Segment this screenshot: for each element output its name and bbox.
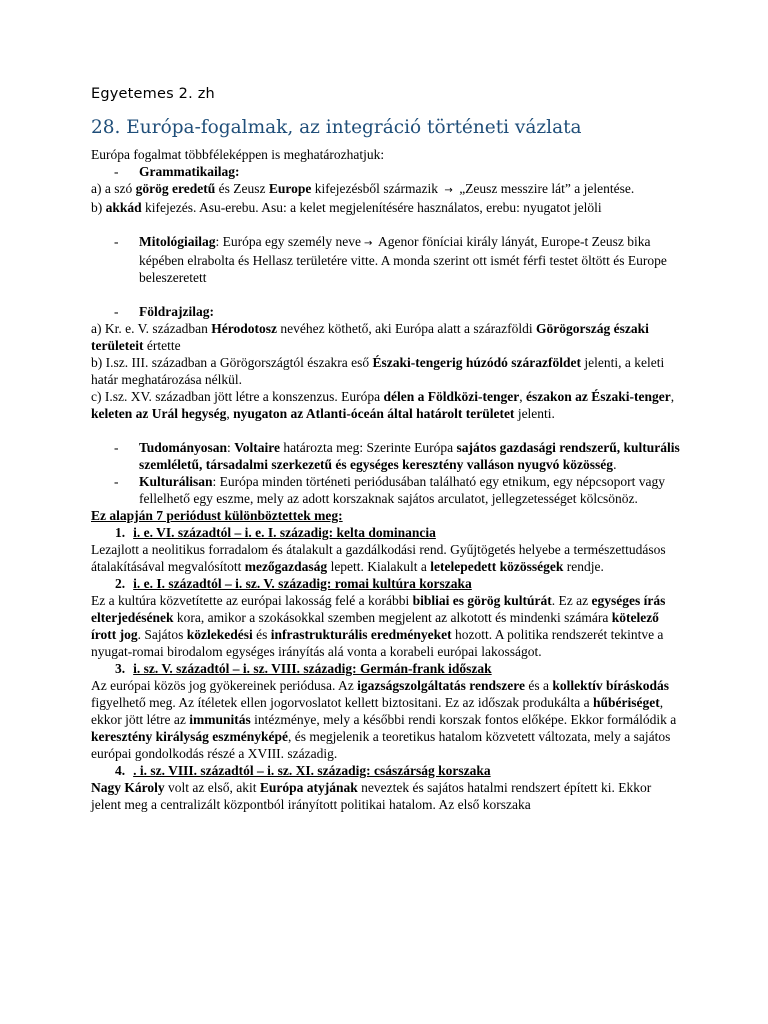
spacer <box>91 286 681 303</box>
grammar-item-b: b) akkád kifejezés. Asu-erebu. Asu: a kelet megjelenítésére használatos, erebu: nyugatot jelöli <box>91 200 602 215</box>
spacer <box>91 216 681 233</box>
period-4-text: Nagy Károly volt az első, akit Európa atyjának neveztek és sajátos hatalmi rendszert épített ki. Ekkor jelent meg a centralizált központból irányított politikai hatalom. Az első korszaka <box>91 780 652 812</box>
grammar-item-a: a) a szó görög eredetű és Zeusz Europe kifejezésből származik → „Zeusz messzire lát” a jelentése. <box>91 181 635 196</box>
bullet-dash: - <box>114 164 119 179</box>
bullet-dash: - <box>114 234 119 249</box>
arrow-right-icon: → <box>363 238 373 249</box>
mythology-item: - Mitológiailag: Európa egy személy neve → Agenor föníciai király lányát, Europe-t Zeusz bika képében elrabolta és Hellasz területére vitte. A monda szerint ott ismét férfi testet öltött és Europe beleszeretett <box>114 234 667 285</box>
grammar-heading <box>91 163 681 180</box>
cultural-item: - Kulturálisan: Európa minden történeti periódusában található egy etnikum, egy népcsoport vagy fellelhető egy eszme, mely az adott korszaknak sajátos arculatot, jellegzetességet kölcsönöz. <box>114 474 666 506</box>
period-3-heading: 3. i. sz. V. századtól – i. sz. VIII. századig: Germán-frank időszak <box>115 661 492 676</box>
geography-heading: - Földrajzilag: <box>114 304 214 319</box>
period-2-text: Ez a kultúra közvetítette az európai lakosság felé a korábbi bibliai es görög kultúrát. Ez az egységes írás elterjedésének kora, amikor a szokásokkal szemben megjelent az alkotott és mindenki számára kötelező írott jog. Sajátos közlekedési és infrastrukturális eredményeket hozott. A politika rendszerét tekintve a nyugat-romai birodalom egységes irányítás alá vonta a korabeli európai lakosságot. <box>91 593 666 659</box>
intro-paragraph: Európa fogalmat többféleképpen is meghatározhatjuk: <box>91 147 385 162</box>
geography-item-c: c) I.sz. XV. században jött létre a konszenzus. Európa délen a Földközi-tenger, északon az Északi-tenger, keleten az Urál hegység, nyugaton az Atlanti-óceán által határolt területet jelenti. <box>91 389 675 421</box>
period-4-heading: 4. . i. sz. VIII. századtól – i. sz. XI. századig: császárság korszaka <box>115 763 491 778</box>
spacer <box>91 422 681 439</box>
page-header: Egyetemes 2. zh <box>91 86 215 102</box>
arrow-right-icon: → <box>444 185 453 196</box>
document-body <box>91 146 681 813</box>
page-title: 28. Európa-fogalmak, az integráció történeti vázlata <box>91 117 582 138</box>
period-3-text: Az európai közös jog gyökereinek periódusa. Az igazságszolgáltatás rendszere és a kollektív bíráskodás figyelhető meg. Az ítéletek ellen jogorvoslatot kellett biztositani. Ez az időszak produkálta a hűbériséget, ekkor jött létre az immunitás intézménye, mely a későbbi rendi korszak fontos előképe. Ekkor formálódik a keresztény királyság eszményképé, és megjelenik a teoretikus hatalom közvetett változata, mely a sajátos európai gondolkodás részé a XVIII. századig. <box>91 678 677 761</box>
bullet-dash: - <box>114 474 119 489</box>
period-2-heading: 2. i. e. I. századtól – i. sz. V. századig: romai kultúra korszaka <box>115 576 472 591</box>
period-1-text: Lezajlott a neolitikus forradalom és átalakult a gazdálkodási rend. Gyűjtögetés helyebe a természettudásos átalakításával megvalósított mezőgazdaság lepett. Kialakult a letelepedett közösségek rendje. <box>91 542 666 574</box>
geography-item-a: a) Kr. e. V. században Hérodotosz nevéhez köthető, aki Európa alatt a szárazföldi Görögország északi területeit értette <box>91 321 649 353</box>
heading-text: Grammatikailag: <box>139 164 240 179</box>
bullet-dash: - <box>114 440 119 455</box>
scientific-item: - Tudományosan: Voltaire határozta meg: Szerinte Európa sajátos gazdasági rendszerű, kulturális szemléletű, társadalmi szerkezetű és egységes keresztény valláson nyugvó közösség. <box>114 440 680 472</box>
bullet-dash: - <box>114 304 119 319</box>
periods-intro: Ez alapján 7 periódust különböztettek meg: <box>91 508 343 523</box>
geography-item-b: b) I.sz. III. században a Görögországtól északra eső Északi-tengerig húzódó szárazföldet jelenti, a keleti határ meghatározása nélkül. <box>91 355 665 387</box>
period-1-heading: 1. i. e. VI. századtól – i. e. I. századig: kelta dominancia <box>115 525 436 540</box>
